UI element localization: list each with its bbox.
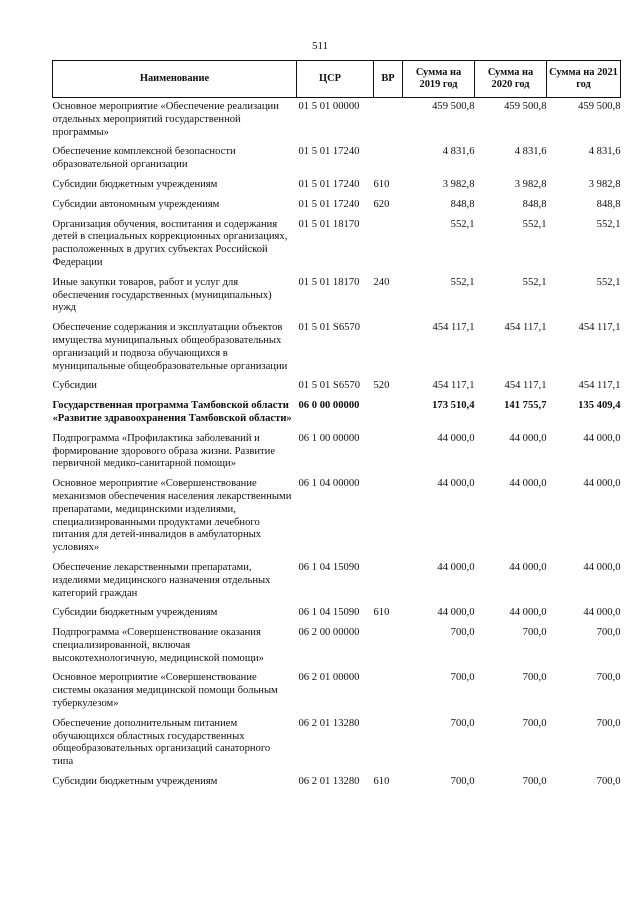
cell-csr: 01 5 01 S6570 [298,380,361,392]
cell-sum-2021: 459 500,8 [578,101,621,112]
header-sum-2020: Сумма на 2020 год [475,61,547,98]
cell-sum-2019: 700,0 [450,672,475,684]
cell-csr: 06 2 00 00000 [298,627,360,639]
table-row [53,196,621,216]
cell-sum-2020: 44 000,0 [509,607,547,619]
cell-sum-2019: 3 982,8 [442,178,475,190]
cell-sum-2019: 848,8 [450,198,475,210]
header-csr: ЦСР [297,61,374,98]
cell-sum-2021: 454 117,1 [578,380,621,392]
cell-name: Основное мероприятие «Совершенствование системы оказания медицинской помощи больным туберкулезом» [52,672,278,710]
table-row [53,377,621,397]
cell-name: Субсидии бюджетным учреждениям [52,178,218,190]
table-row [53,715,621,773]
table-row [53,430,621,475]
cell-vr [374,624,403,669]
cell-sum-2019: 454 117,1 [432,322,475,334]
cell-name: Субсидии автономным учреждениям [52,198,220,210]
cell-csr: 06 1 04 15090 [298,561,360,573]
header-name: Наименование [53,61,297,98]
header-sum-2021: Сумма на 2021 год [547,61,621,98]
table-row [53,397,621,430]
cell-name: Субсидии [52,380,97,392]
cell-sum-2019: 700,0 [450,627,475,639]
cell-sum-2020: 44 000,0 [509,478,547,490]
page-number: 511 [311,40,329,52]
table-row [53,176,621,196]
cell-sum-2020: 44 000,0 [509,432,547,444]
cell-sum-2021: 700,0 [596,627,621,639]
cell-sum-2021: 700,0 [596,672,621,684]
cell-vr [374,715,403,773]
cell-sum-2019: 173 510,4 [432,400,475,412]
cell-csr: 01 5 01 17240 [298,146,360,158]
cell-name: Подпрограмма «Профилактика заболеваний и формирование здорового образа жизни. Развитие первичной медико-санитарной помощи» [52,432,276,470]
cell-sum-2021: 44 000,0 [583,432,621,444]
table-row [53,98,621,144]
cell-csr: 01 5 01 18170 [298,276,360,288]
table-row [53,773,621,793]
table-row [53,274,621,319]
table-row [53,216,621,274]
cell-sum-2019: 44 000,0 [437,478,475,490]
cell-vr: 620 [373,198,390,210]
cell-vr [374,559,403,604]
cell-sum-2019: 552,1 [450,276,475,288]
cell-name: Основное мероприятие «Обеспечение реализации отдельных мероприятий государственной программы» [52,101,279,138]
table-row [53,559,621,604]
budget-table [52,60,621,793]
cell-sum-2021: 3 982,8 [588,178,621,190]
cell-sum-2020: 700,0 [522,776,547,788]
cell-csr: 06 1 00 00000 [298,432,360,444]
cell-sum-2020: 141 755,7 [504,400,547,412]
cell-csr: 01 5 01 17240 [298,178,360,190]
cell-name: Субсидии бюджетным учреждениям [52,607,218,619]
cell-sum-2020: 700,0 [522,717,547,729]
table-row [53,624,621,669]
table-row [53,475,621,559]
cell-sum-2021: 848,8 [596,198,621,210]
cell-vr: 610 [373,607,390,619]
cell-csr: 06 1 04 00000 [298,478,360,490]
cell-sum-2020: 459 500,8 [504,101,547,112]
cell-sum-2021: 700,0 [596,717,621,729]
header-vr: ВР [374,61,403,98]
cell-sum-2020: 454 117,1 [504,380,547,392]
cell-sum-2021: 44 000,0 [583,607,621,619]
cell-sum-2020: 700,0 [522,672,547,684]
cell-sum-2019: 700,0 [450,776,475,788]
cell-sum-2021: 135 409,4 [578,400,621,412]
cell-sum-2020: 700,0 [522,627,547,639]
cell-csr: 01 5 01 18170 [298,218,360,230]
cell-sum-2021: 4 831,6 [588,146,621,158]
cell-sum-2020: 454 117,1 [504,322,547,334]
cell-vr: 610 [373,776,390,788]
cell-sum-2019: 552,1 [450,218,475,230]
cell-sum-2019: 4 831,6 [442,146,475,158]
cell-sum-2019: 700,0 [450,717,475,729]
cell-sum-2019: 44 000,0 [437,607,475,619]
table-body [53,98,621,793]
cell-sum-2021: 454 117,1 [578,322,621,334]
cell-sum-2021: 552,1 [596,276,621,288]
cell-sum-2019: 44 000,0 [437,561,475,573]
cell-sum-2019: 454 117,1 [432,380,475,392]
table-row [53,604,621,624]
cell-sum-2021: 552,1 [596,218,621,230]
cell-name: Субсидии бюджетным учреждениям [52,776,218,788]
cell-vr: 240 [373,276,390,288]
cell-name: Обеспечение комплексной безопасности образовательной организации [52,146,236,171]
cell-csr: 01 5 01 S6570 [298,322,361,334]
cell-vr: 520 [373,380,390,392]
cell-vr: 610 [373,178,390,190]
cell-name: Государственная программа Тамбовской области «Развитие здравоохранения Тамбовской области» [52,400,292,424]
header-sum-2019: Сумма на 2019 год [403,61,475,98]
cell-name: Обеспечение лекарственными препаратами, изделиями медицинского назначения отдельных категорий граждан [52,561,271,599]
cell-vr [374,397,403,430]
cell-vr [374,430,403,475]
cell-vr [374,216,403,274]
cell-name: Иные закупки товаров, работ и услуг для обеспечения государственных (муниципальных) нужд [52,276,272,314]
cell-csr: 06 2 01 13280 [298,776,360,788]
table-header-row [53,61,621,98]
cell-csr: 01 5 01 00000 [298,101,360,112]
cell-sum-2020: 552,1 [522,276,547,288]
cell-sum-2021: 44 000,0 [583,478,621,490]
cell-sum-2021: 44 000,0 [583,561,621,573]
cell-sum-2019: 459 500,8 [432,101,475,112]
cell-vr [374,98,403,144]
cell-csr: 01 5 01 17240 [298,198,360,210]
cell-vr [374,143,403,176]
cell-vr [374,475,403,559]
cell-name: Основное мероприятие «Совершенствование механизмов обеспечения населения лекарственными препаратами, медицинскими изделиями, специализированными продуктами лечебного питания для детей-инвалидов в амбулаторных условиях» [52,478,292,554]
cell-csr: 06 2 01 13280 [298,717,360,729]
cell-name: Подпрограмма «Совершенствование оказания специализированной, включая высокотехнологичную, медицинской помощи» [52,627,264,664]
cell-sum-2020: 4 831,6 [514,146,547,158]
table-row [53,143,621,176]
cell-csr: 06 0 00 00000 [298,400,360,412]
table-row [53,319,621,377]
cell-name: Организация обучения, воспитания и содержания детей в специальных коррекционных организациях, расположенных в других субъектах Российской Федерации [52,218,288,268]
cell-csr: 06 2 01 00000 [298,672,360,684]
cell-vr [374,669,403,714]
cell-sum-2019: 44 000,0 [437,432,475,444]
cell-csr: 06 1 04 15090 [298,607,360,619]
table-row [53,669,621,714]
cell-name: Обеспечение дополнительным питанием обучающихся областных государственных общеобразовательных организаций санаторного типа [52,717,271,768]
cell-name: Обеспечение содержания и эксплуатации объектов имущества муниципальных общеобразовательных организаций и подвоза обучающихся в муниципальные общеобразовательные организации [52,322,288,372]
cell-vr [374,319,403,377]
cell-sum-2020: 3 982,8 [514,178,547,190]
cell-sum-2020: 552,1 [522,218,547,230]
cell-sum-2021: 700,0 [596,776,621,788]
cell-sum-2020: 848,8 [522,198,547,210]
cell-sum-2020: 44 000,0 [509,561,547,573]
